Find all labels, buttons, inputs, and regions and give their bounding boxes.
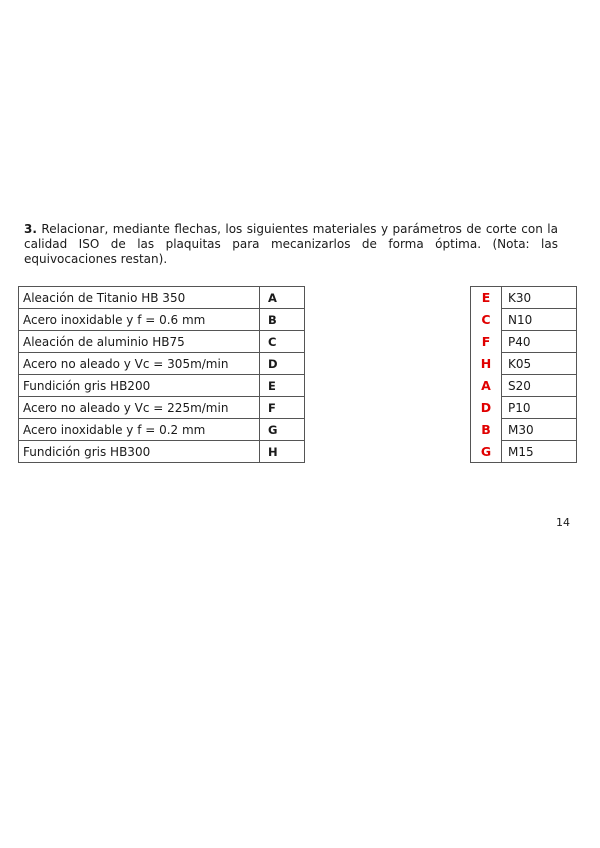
letter-cell: E	[260, 375, 305, 397]
table-row	[471, 419, 577, 441]
table-row	[471, 441, 577, 463]
material-cell: Acero no aleado y Vc = 225m/min	[19, 397, 260, 419]
answer-letter: H	[471, 353, 502, 375]
material-cell: Fundición gris HB300	[19, 441, 260, 463]
table-row	[19, 287, 305, 309]
letter-cell: H	[260, 441, 305, 463]
letter-cell: G	[260, 419, 305, 441]
material-cell: Acero inoxidable y f = 0.2 mm	[19, 419, 260, 441]
answer-letter: B	[471, 419, 502, 441]
answer-letter: E	[471, 287, 502, 309]
material-cell: Acero no aleado y Vc = 305m/min	[19, 353, 260, 375]
letter-cell: D	[260, 353, 305, 375]
answer-letter: A	[471, 375, 502, 397]
table-row	[471, 309, 577, 331]
iso-grade-cell: M30	[502, 419, 577, 441]
question-number: 3.	[24, 222, 37, 236]
table-row	[471, 397, 577, 419]
material-cell: Aleación de Titanio HB 350	[19, 287, 260, 309]
table-row	[19, 375, 305, 397]
iso-grade-cell: K30	[502, 287, 577, 309]
answer-letter: D	[471, 397, 502, 419]
question-body: Relacionar, mediante flechas, los siguientes materiales y parámetros de corte con la calidad ISO de las plaquitas para mecanizarlos de forma óptima. (Nota: las equivocaciones restan).	[24, 222, 558, 266]
question-text	[24, 222, 558, 267]
material-cell: Acero inoxidable y f = 0.6 mm	[19, 309, 260, 331]
answer-letter: F	[471, 331, 502, 353]
table-row	[471, 287, 577, 309]
materials-table	[18, 286, 305, 463]
answer-letter: G	[471, 441, 502, 463]
table-row	[471, 331, 577, 353]
letter-cell: A	[260, 287, 305, 309]
table-row	[471, 353, 577, 375]
table-row	[19, 419, 305, 441]
letter-cell: C	[260, 331, 305, 353]
table-row	[471, 375, 577, 397]
table-row	[19, 441, 305, 463]
iso-grade-cell: M15	[502, 441, 577, 463]
iso-grade-cell: K05	[502, 353, 577, 375]
letter-cell: B	[260, 309, 305, 331]
material-cell: Aleación de aluminio HB75	[19, 331, 260, 353]
table-row	[19, 309, 305, 331]
table-row	[19, 397, 305, 419]
answer-letter: C	[471, 309, 502, 331]
table-row	[19, 353, 305, 375]
iso-grade-cell: N10	[502, 309, 577, 331]
iso-grade-cell: P10	[502, 397, 577, 419]
page-number: 14	[556, 516, 570, 529]
letter-cell: F	[260, 397, 305, 419]
iso-grade-cell: P40	[502, 331, 577, 353]
table-row	[19, 331, 305, 353]
material-cell: Fundición gris HB200	[19, 375, 260, 397]
iso-grades-table	[470, 286, 577, 463]
iso-grade-cell: S20	[502, 375, 577, 397]
